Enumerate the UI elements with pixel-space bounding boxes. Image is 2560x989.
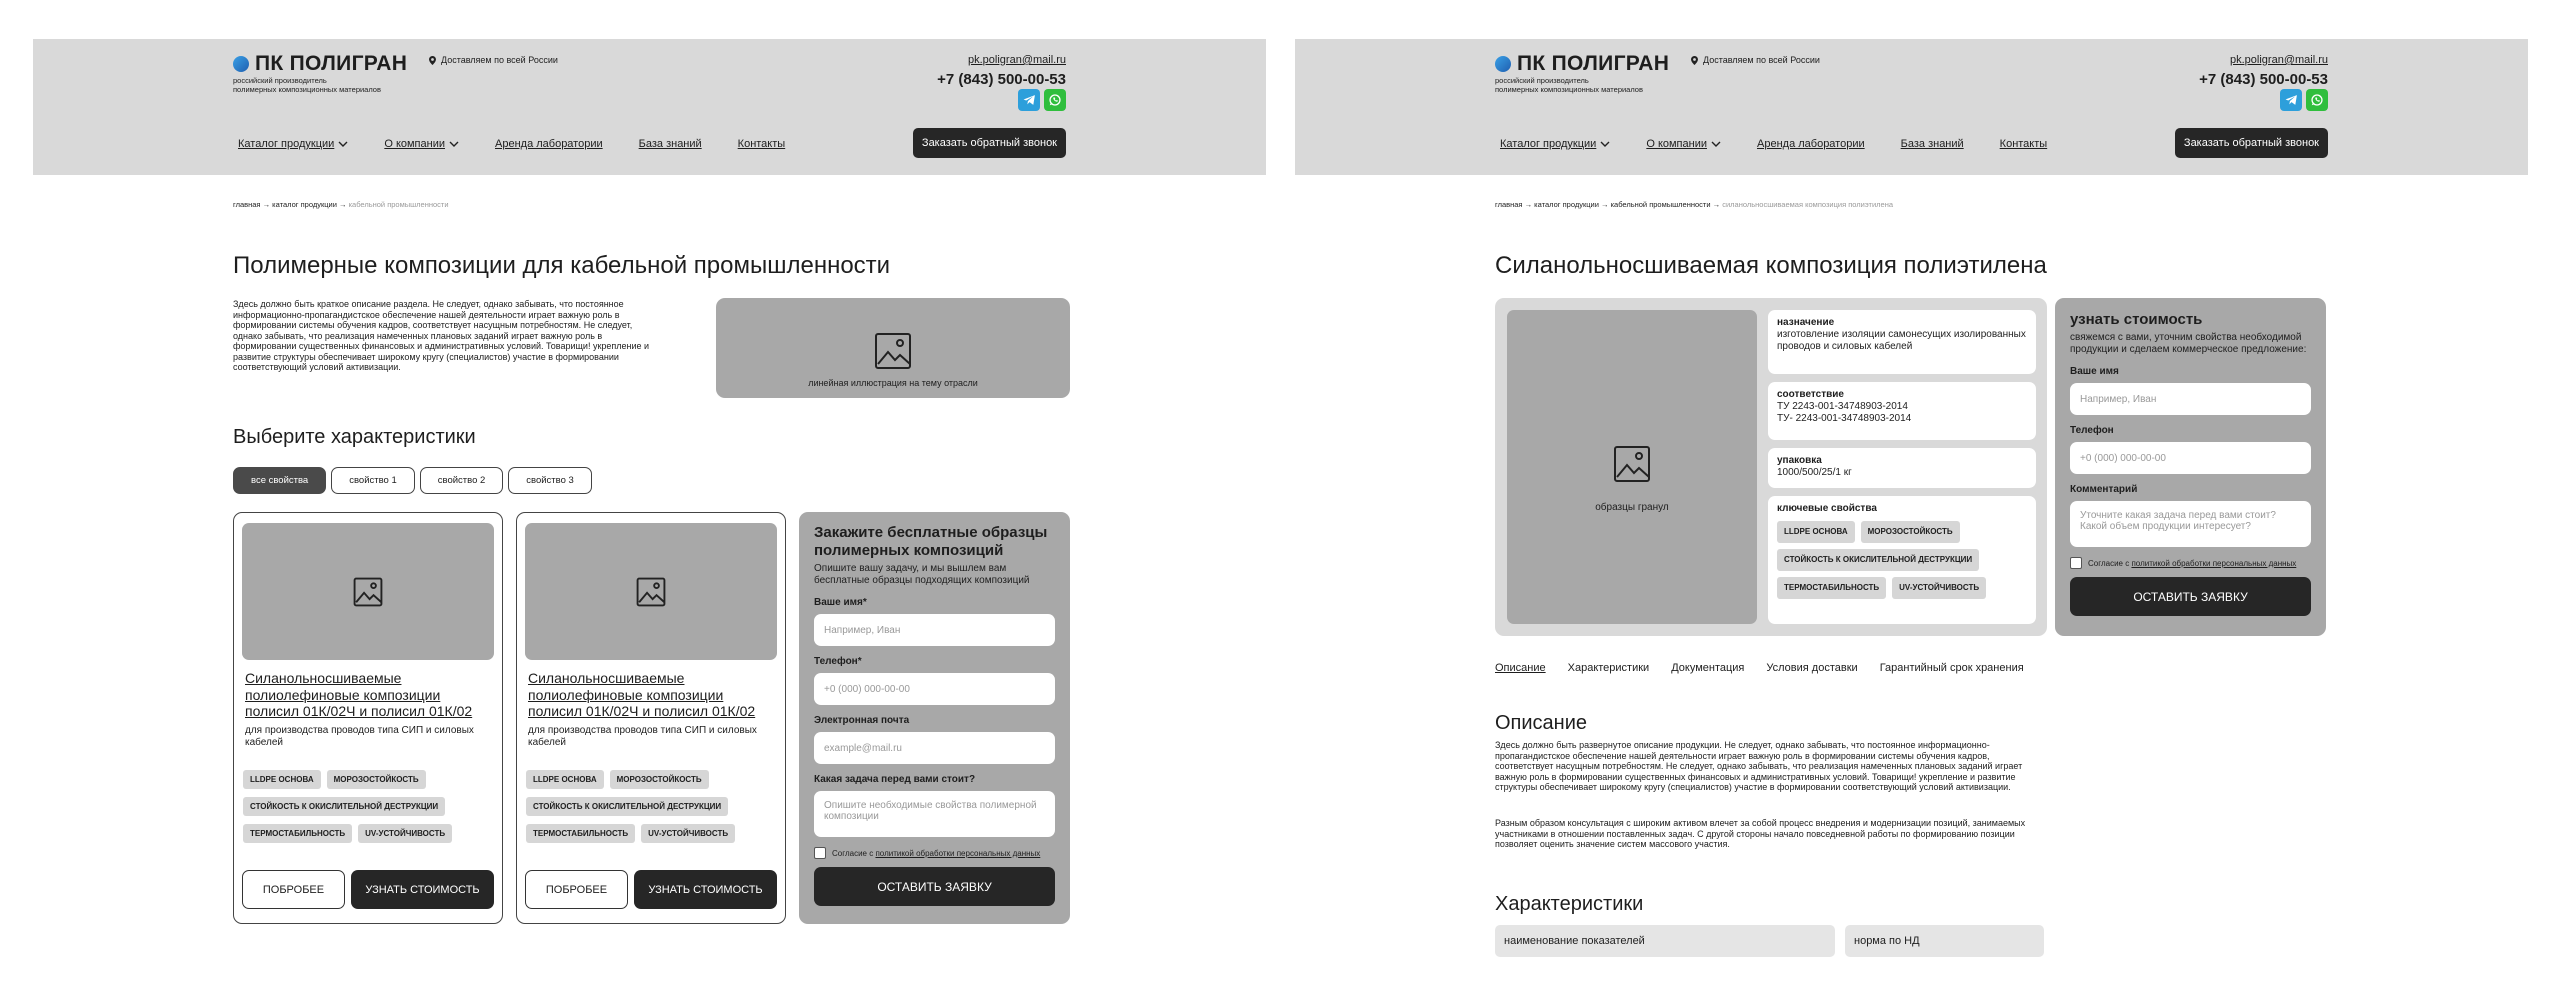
filters-title: Выберите характеристики — [233, 426, 476, 448]
samples-form — [799, 512, 1070, 924]
form-desc: Опишите вашу задачу, и мы вышлем вам бесплатные образцы подходящих композиций — [814, 563, 1030, 586]
callback-button[interactable]: Заказать обратный звонок — [913, 128, 1066, 158]
email-label: Электронная почта — [814, 715, 910, 726]
tab-delivery[interactable]: Условия доставки — [1766, 662, 1858, 674]
tag: МОРОЗОСТОЙКОСТЬ — [1861, 521, 1960, 543]
tag: МОРОЗОСТОЙКОСТЬ — [327, 770, 426, 789]
spec-key-properties: ключевые свойства LLDPE ОСНОВА МОРОЗОСТОЙКОСТЬ СТОЙКОСТЬ К ОКИСЛИТЕЛЬНОЙ ДЕСТРУКЦИИ ТЕРМОСТАБИЛЬНОСТЬ UV-УСТОЙЧИВОСТЬ — [1768, 496, 2036, 624]
tag: LLDPE ОСНОВА — [526, 770, 604, 789]
tab-shelf-life[interactable]: Гарантийный срок хранения — [1879, 662, 2024, 674]
spec-packaging: упаковка 1000/500/25/1 кг — [1768, 448, 2036, 488]
filter-all[interactable]: все свойства — [233, 467, 326, 494]
phone-number[interactable]: +7 (843) 500-00-53 — [2199, 71, 2328, 88]
telegram-icon[interactable] — [2280, 89, 2302, 111]
logo-text: ПК ПОЛИГРАН — [1517, 52, 1670, 75]
product-desc: для производства проводов типа СИП и силовых кабелей — [528, 725, 757, 748]
whatsapp-icon[interactable] — [2306, 89, 2328, 111]
comment-label: Комментарий — [2070, 484, 2138, 495]
product-image[interactable] — [1507, 310, 1757, 624]
chevron-down-icon — [1600, 140, 1610, 148]
tag: СТОЙКОСТЬ К ОКИСЛИТЕЛЬНОЙ ДЕСТРУКЦИИ — [1777, 549, 1979, 571]
email-link[interactable]: pk.poligran@mail.ru — [968, 54, 1066, 66]
telegram-icon[interactable] — [1018, 89, 1040, 111]
illustration-caption: линейная иллюстрация на тему отрасли — [808, 378, 978, 388]
description-text-2: Разным образом консультация с широким активом влечет за собой процесс внедрения и модернизации позиций, занимаемых участниками в отношении поставленных задач. С другой стороны начало повседневной работы по формированию позиции позволяет оценить значение систем массового участия. — [1495, 818, 2026, 849]
product-card — [233, 512, 503, 924]
nav-contacts[interactable]: Контакты — [737, 138, 786, 150]
description-title: Описание — [1495, 712, 1588, 734]
chevron-down-icon — [1711, 140, 1721, 148]
delivery-info: Доставляем по всей России — [429, 55, 558, 65]
messengers — [2280, 89, 2328, 111]
chevron-down-icon — [338, 140, 348, 148]
product-desc: для производства проводов типа СИП и силовых кабелей — [245, 725, 474, 748]
more-button[interactable]: ПОБРОБЕЕ — [242, 870, 345, 909]
characteristics-title: Характеристики — [1495, 893, 1644, 915]
industry-illustration — [716, 298, 1070, 398]
tag: СТОЙКОСТЬ К ОКИСЛИТЕЛЬНОЙ ДЕСТРУКЦИИ — [526, 797, 728, 816]
image-placeholder-icon — [874, 332, 912, 370]
get-price-button[interactable]: УЗНАТЬ СТОИМОСТЬ — [351, 870, 494, 909]
phone-input[interactable]: +0 (000) 000-00-00 — [2070, 442, 2311, 474]
logo-text: ПК ПОЛИГРАН — [255, 52, 408, 75]
task-textarea[interactable]: Опишите необходимые свойства полимерной композиции — [814, 791, 1055, 837]
tag: LLDPE ОСНОВА — [243, 770, 321, 789]
tag: ТЕРМОСТАБИЛЬНОСТЬ — [1777, 577, 1886, 599]
privacy-policy-link[interactable]: политикой обработки персональных данных — [875, 848, 1041, 858]
consent-checkbox[interactable] — [814, 847, 826, 859]
product-title[interactable]: Силанольносшиваемые полиолефиновые композиции полисил 01К/02Ч и полисил 01К/02 — [245, 670, 473, 719]
breadcrumb: главная → каталог продукции → кабельной промышленности — [233, 200, 449, 209]
image-placeholder-icon — [636, 577, 666, 607]
product-tabs — [1495, 662, 2024, 674]
form-title: узнать стоимость — [2070, 311, 2203, 328]
tag: МОРОЗОСТОЙКОСТЬ — [610, 770, 709, 789]
email-link[interactable]: pk.poligran@mail.ru — [2230, 54, 2328, 66]
logo-tagline: российский производитель полимерных композиционных материалов — [233, 76, 381, 94]
nav-about[interactable]: О компании — [1646, 138, 1721, 150]
right-screen — [1280, 0, 2560, 989]
breadcrumb: главная → каталог продукции → кабельной промышленности → силанольносшиваемая композиция полиэтилена — [1495, 200, 1894, 209]
main-nav — [1500, 138, 2047, 150]
name-label: Ваше имя* — [814, 597, 867, 608]
phone-number[interactable]: +7 (843) 500-00-53 — [937, 71, 1066, 88]
nav-lab[interactable]: Аренда лаборатории — [495, 138, 603, 150]
tag: LLDPE ОСНОВА — [1777, 521, 1855, 543]
table-header-indicator: наименование показателей — [1495, 925, 1835, 957]
nav-knowledge[interactable]: База знаний — [638, 138, 702, 150]
spec-compliance: соответствие ТУ 2243-001-34748903-2014 ТУ- 2243-001-34748903-2014 — [1768, 382, 2036, 440]
nav-catalog[interactable]: Каталог продукции — [1500, 138, 1610, 150]
location-pin-icon — [1691, 56, 1698, 65]
form-title: Закажите бесплатные образцы полимерных композиций — [814, 524, 1048, 559]
privacy-policy-link[interactable]: политикой обработки персональных данных — [2131, 558, 2297, 568]
more-button[interactable]: ПОБРОБЕЕ — [525, 870, 628, 909]
logo-icon — [233, 56, 249, 72]
whatsapp-icon[interactable] — [1044, 89, 1066, 111]
product-tags — [526, 770, 776, 843]
tab-description[interactable]: Описание — [1495, 662, 1546, 674]
site-header — [33, 39, 1266, 175]
product-image[interactable] — [242, 523, 494, 660]
logo-icon — [1495, 56, 1511, 72]
logo[interactable] — [233, 52, 407, 76]
messengers — [1018, 89, 1066, 111]
product-summary — [1495, 298, 2047, 636]
logo[interactable] — [1495, 52, 1669, 76]
section-intro: Здесь должно быть краткое описание раздела. Не следует, однако забывать, что постоянное информационно-пропагандистское обеспечение нашей деятельности играет важную роль в формировании системы обучения кадров, соответствует насущным потребностям. Не следует, однако забывать, что реализация намеченных плановых заданий играет важную роль в формировании существенных финансовых и административных условий. Товарищи! укрепление и развитие структуры обеспечивает широкому кругу (специалистов) участие в формировании соответствующий условий активизации. — [233, 299, 650, 372]
product-image[interactable] — [525, 523, 777, 660]
image-caption: образцы гранул — [1595, 502, 1669, 513]
callback-button[interactable]: Заказать обратный звонок — [2175, 128, 2328, 158]
name-label: Ваше имя — [2070, 366, 2119, 377]
comment-textarea[interactable]: Уточните какая задача перед вами стоит? Какой объем продукции интересует? — [2070, 501, 2311, 547]
product-tags — [243, 770, 493, 843]
nav-lab[interactable]: Аренда лаборатории — [1757, 138, 1865, 150]
task-label: Какая задача перед вами стоит? — [814, 774, 976, 785]
site-header — [1295, 39, 2528, 175]
spec-purpose: назначение изготовление изоляции самонесущих изолированных проводов и силовых кабелей — [1768, 310, 2036, 374]
image-placeholder-icon — [1613, 445, 1651, 483]
logo-tagline: российский производитель полимерных композиционных материалов — [1495, 76, 1643, 94]
form-desc: свяжемся с вами, уточним свойства необходимой продукции и сделаем коммерческое предложение: — [2070, 332, 2307, 355]
name-input[interactable]: Например, Иван — [814, 614, 1055, 646]
page-title: Силанольносшиваемая композиция полиэтилена — [1495, 252, 2047, 279]
consent-checkbox[interactable] — [2070, 557, 2082, 569]
filter-property-2[interactable]: свойство 2 — [420, 467, 504, 494]
tag: UV-УСТОЙЧИВОСТЬ — [358, 824, 452, 843]
tag: СТОЙКОСТЬ К ОКИСЛИТЕЛЬНОЙ ДЕСТРУКЦИИ — [243, 797, 445, 816]
phone-label: Телефон — [2070, 425, 2114, 436]
email-input[interactable]: example@mail.ru — [814, 732, 1055, 764]
page-title: Полимерные композиции для кабельной промышленности — [233, 252, 891, 279]
name-input[interactable]: Например, Иван — [2070, 383, 2311, 415]
tab-documentation[interactable]: Документация — [1671, 662, 1745, 674]
filter-property-1[interactable]: свойство 1 — [331, 467, 415, 494]
submit-button[interactable]: ОСТАВИТЬ ЗАЯВКУ — [814, 867, 1055, 906]
product-title[interactable]: Силанольносшиваемые полиолефиновые композиции полисил 01К/02Ч и полисил 01К/02 — [528, 670, 756, 719]
tag: ТЕРМОСТАБИЛЬНОСТЬ — [243, 824, 352, 843]
filter-property-3[interactable]: свойство 3 — [508, 467, 592, 494]
consent: Согласие с политикой обработки персональных данных — [814, 847, 1055, 859]
tag: UV-УСТОЙЧИВОСТЬ — [1892, 577, 1986, 599]
get-price-button[interactable]: УЗНАТЬ СТОИМОСТЬ — [634, 870, 777, 909]
main-nav — [238, 138, 785, 150]
submit-button[interactable]: ОСТАВИТЬ ЗАЯВКУ — [2070, 577, 2311, 616]
nav-knowledge[interactable]: База знаний — [1900, 138, 1964, 150]
filter-chips — [233, 467, 592, 494]
location-pin-icon — [429, 56, 436, 65]
description-text: Здесь должно быть развернутое описание продукции. Не следует, однако забывать, что постоянное информационно-пропагандистское обеспечение нашей деятельности играет важную роль в формировании системы обучения кадров, соответствует насущным потребностям. Не следует, однако забывать, что реализация намеченных плановых заданий играет важную роль в формировании существенных финансовых и административных условий. Товарищи! укрепление и развитие структуры обеспечивает широкому кругу (специалистов) участие в формировании соответствующий условий активизации. — [1495, 740, 2023, 792]
consent: Согласие с политикой обработки персональных данных — [2070, 557, 2311, 569]
nav-contacts[interactable]: Контакты — [1999, 138, 2048, 150]
price-form — [2055, 298, 2326, 636]
phone-input[interactable]: +0 (000) 000-00-00 — [814, 673, 1055, 705]
chevron-down-icon — [449, 140, 459, 148]
phone-label: Телефон* — [814, 656, 862, 667]
nav-catalog[interactable]: Каталог продукции — [238, 138, 348, 150]
tab-characteristics[interactable]: Характеристики — [1567, 662, 1650, 674]
product-card — [516, 512, 786, 924]
table-header-norm: норма по НД — [1845, 925, 2044, 957]
tag: ТЕРМОСТАБИЛЬНОСТЬ — [526, 824, 635, 843]
tag: UV-УСТОЙЧИВОСТЬ — [641, 824, 735, 843]
nav-about[interactable]: О компании — [384, 138, 459, 150]
delivery-info: Доставляем по всей России — [1691, 55, 1820, 65]
image-placeholder-icon — [353, 577, 383, 607]
